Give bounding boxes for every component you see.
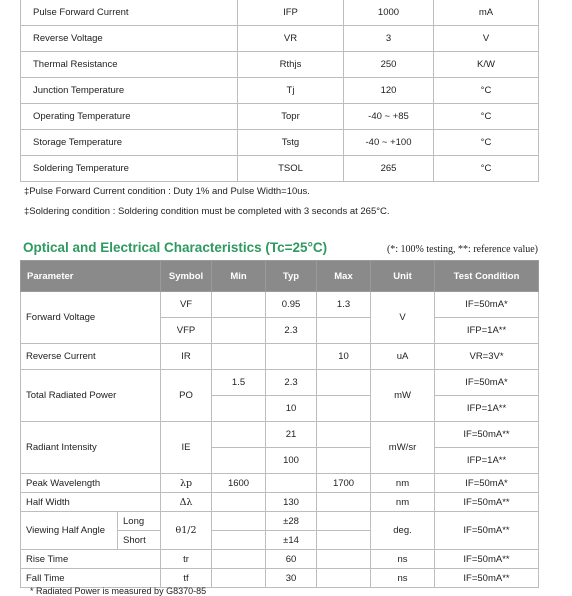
symbol-cell: Rthjs — [238, 52, 344, 78]
max-cell — [317, 370, 371, 396]
max-cell: 1700 — [317, 474, 371, 493]
min-cell — [212, 344, 266, 370]
param-cell: Soldering Temperature — [21, 156, 238, 182]
table-row — [21, 569, 539, 588]
unit-cell: ns — [371, 550, 435, 569]
header-max: Max — [317, 261, 371, 292]
param-cell: Half Width — [21, 493, 161, 512]
unit-cell: °C — [434, 130, 539, 156]
unit-cell: uA — [371, 344, 435, 370]
param-cell: Forward Voltage — [21, 292, 161, 344]
unit-cell: V — [371, 292, 435, 344]
param-cell: Reverse Voltage — [21, 26, 238, 52]
table-row — [21, 370, 539, 396]
table-row — [21, 474, 539, 493]
unit-cell: V — [434, 26, 539, 52]
param-cell: Junction Temperature — [21, 78, 238, 104]
typ-cell: 2.3 — [266, 370, 317, 396]
subparam-cell: Short — [118, 531, 161, 550]
condition-cell: IF=50mA* — [435, 474, 539, 493]
max-cell — [317, 550, 371, 569]
max-cell — [317, 512, 371, 531]
unit-cell: nm — [371, 474, 435, 493]
unit-cell: deg. — [371, 512, 435, 550]
max-cell — [317, 569, 371, 588]
max-cell — [317, 493, 371, 512]
optical-characteristics-table — [20, 260, 539, 588]
table-row — [21, 493, 539, 512]
header-parameter: Parameter — [21, 261, 161, 292]
min-cell: 1.5 — [212, 370, 266, 396]
min-cell — [212, 422, 266, 448]
min-cell — [212, 396, 266, 422]
max-cell: 1.3 — [317, 292, 371, 318]
min-cell — [212, 318, 266, 344]
unit-cell: ns — [371, 569, 435, 588]
header-unit: Unit — [371, 261, 435, 292]
condition-cell: IF=50mA** — [435, 422, 539, 448]
typ-cell: ±28 — [266, 512, 317, 531]
typ-cell: ±14 — [266, 531, 317, 550]
pulse-condition-note: ‡Pulse Forward Current condition : Duty 1% and Pulse Width=10us. — [24, 186, 310, 197]
typ-cell: 60 — [266, 550, 317, 569]
symbol-cell: IE — [161, 422, 212, 474]
table-row — [21, 292, 539, 318]
typ-cell: 21 — [266, 422, 317, 448]
condition-cell: IF=50mA** — [435, 512, 539, 550]
value-cell: 3 — [344, 26, 434, 52]
unit-cell: °C — [434, 78, 539, 104]
table-row — [21, 130, 539, 156]
param-cell: Pulse Forward Current — [21, 0, 238, 26]
condition-cell: VR=3V* — [435, 344, 539, 370]
min-cell — [212, 493, 266, 512]
max-cell — [317, 318, 371, 344]
table-row — [21, 0, 539, 26]
symbol-cell: λp — [161, 474, 212, 493]
param-cell: Reverse Current — [21, 344, 161, 370]
subparam-cell: Long — [118, 512, 161, 531]
param-cell: Radiant Intensity — [21, 422, 161, 474]
condition-cell: IF=50mA** — [435, 493, 539, 512]
param-cell: Viewing Half Angle — [21, 512, 118, 550]
table-row — [21, 550, 539, 569]
param-cell: Rise Time — [21, 550, 161, 569]
symbol-cell: Topr — [238, 104, 344, 130]
symbol-cell: IR — [161, 344, 212, 370]
typ-cell: 130 — [266, 493, 317, 512]
typ-cell — [266, 474, 317, 493]
min-cell: 1600 — [212, 474, 266, 493]
min-cell — [212, 448, 266, 474]
symbol-cell: IFP — [238, 0, 344, 26]
typ-cell: 0.95 — [266, 292, 317, 318]
typ-cell: 100 — [266, 448, 317, 474]
symbol-cell: θ1/2 — [161, 512, 212, 550]
typ-cell: 10 — [266, 396, 317, 422]
param-cell: Storage Temperature — [21, 130, 238, 156]
condition-cell: IF=50mA* — [435, 292, 539, 318]
table-row — [21, 104, 539, 130]
unit-cell: mW/sr — [371, 422, 435, 474]
symbol-cell: VFP — [161, 318, 212, 344]
header-condition: Test Condition — [435, 261, 539, 292]
max-cell: 10 — [317, 344, 371, 370]
table-row — [21, 78, 539, 104]
header-typ: Typ — [266, 261, 317, 292]
header-min: Min — [212, 261, 266, 292]
unit-cell: °C — [434, 104, 539, 130]
max-cell — [317, 448, 371, 474]
symbol-cell: tf — [161, 569, 212, 588]
condition-cell: IFP=1A** — [435, 318, 539, 344]
max-cell — [317, 422, 371, 448]
header-symbol: Symbol — [161, 261, 212, 292]
condition-cell: IFP=1A** — [435, 396, 539, 422]
min-cell — [212, 550, 266, 569]
min-cell — [212, 292, 266, 318]
param-cell: Thermal Resistance — [21, 52, 238, 78]
param-cell: Total Radiated Power — [21, 370, 161, 422]
symbol-cell: VR — [238, 26, 344, 52]
typ-cell: 30 — [266, 569, 317, 588]
max-cell — [317, 531, 371, 550]
value-cell: -40 ~ +100 — [344, 130, 434, 156]
absolute-ratings-table — [20, 0, 539, 182]
value-cell: -40 ~ +85 — [344, 104, 434, 130]
table-row — [21, 26, 539, 52]
symbol-cell: VF — [161, 292, 212, 318]
min-cell — [212, 512, 266, 531]
symbol-cell: tr — [161, 550, 212, 569]
min-cell — [212, 531, 266, 550]
table-row — [21, 344, 539, 370]
condition-cell: IFP=1A** — [435, 448, 539, 474]
symbol-cell: PO — [161, 370, 212, 422]
condition-cell: IF=50mA* — [435, 370, 539, 396]
unit-cell: mA — [434, 0, 539, 26]
typ-cell — [266, 344, 317, 370]
unit-cell: °C — [434, 156, 539, 182]
header-row — [21, 261, 539, 292]
max-cell — [317, 396, 371, 422]
condition-cell: IF=50mA** — [435, 569, 539, 588]
condition-cell: IF=50mA** — [435, 550, 539, 569]
table-row — [21, 156, 539, 182]
testing-legend-note: (*: 100% testing, **: reference value) — [386, 244, 538, 255]
section-title: Optical and Electrical Characteristics (Tc=25°C) — [23, 240, 328, 255]
symbol-cell: Tstg — [238, 130, 344, 156]
unit-cell: nm — [371, 493, 435, 512]
param-cell: Operating Temperature — [21, 104, 238, 130]
param-cell: Fall Time — [21, 569, 161, 588]
typ-cell: 2.3 — [266, 318, 317, 344]
unit-cell: mW — [371, 370, 435, 422]
param-cell: Peak Wavelength — [21, 474, 161, 493]
table-row — [21, 512, 539, 531]
value-cell: 250 — [344, 52, 434, 78]
symbol-cell: Δλ — [161, 493, 212, 512]
symbol-cell: Tj — [238, 78, 344, 104]
radiated-power-footnote: * Radiated Power is measured by G8370-85 — [30, 586, 207, 596]
soldering-condition-note: ‡Soldering condition : Soldering condition must be completed with 3 seconds at 265°C. — [24, 206, 390, 217]
value-cell: 1000 — [344, 0, 434, 26]
min-cell — [212, 569, 266, 588]
unit-cell: K/W — [434, 52, 539, 78]
value-cell: 265 — [344, 156, 434, 182]
symbol-cell: TSOL — [238, 156, 344, 182]
table-row — [21, 422, 539, 448]
table-row — [21, 52, 539, 78]
value-cell: 120 — [344, 78, 434, 104]
